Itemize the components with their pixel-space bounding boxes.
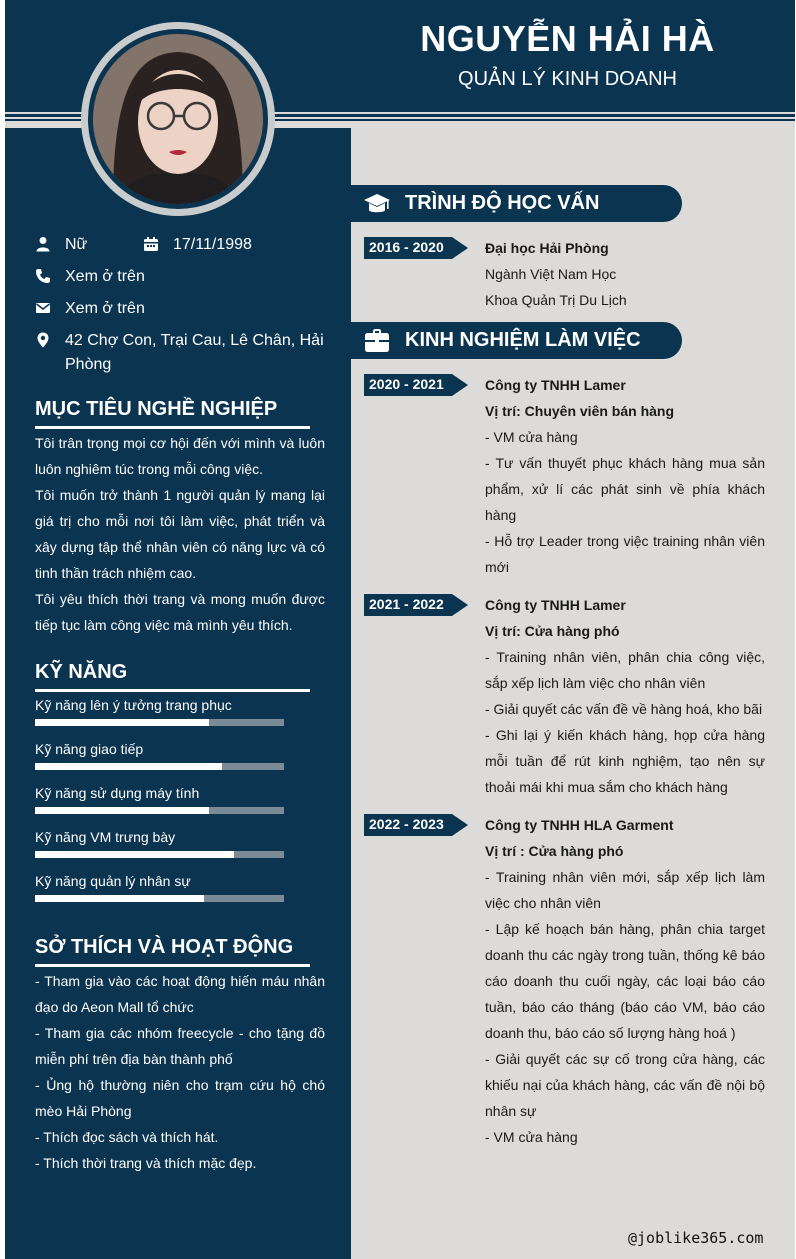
hobby-item: - Tham gia vào các hoạt động hiến máu nhân đạo do Aeon Mall tổ chức bbox=[35, 973, 325, 1015]
job-years: 2021 - 2022 bbox=[369, 596, 444, 612]
skill-label: Kỹ năng quản lý nhân sự bbox=[35, 873, 191, 889]
address-value: 42 Chợ Con, Trại Cau, Lê Chân, Hải Phòng bbox=[65, 332, 324, 373]
objective-paragraph: Tôi muốn trở thành 1 người quản lý mang lại giá trị cho mỗi nơi tôi làm việc, phát triển và xây dựng tập thể nhân viên có năng lực và có tinh thần trách nhiệm cao. bbox=[35, 487, 325, 581]
skill-label: Kỹ năng VM trưng bày bbox=[35, 829, 176, 845]
job-duty: - VM cửa hàng bbox=[485, 1129, 578, 1145]
education-major: Ngành Việt Nam Học bbox=[485, 266, 617, 282]
person-icon bbox=[35, 236, 51, 252]
job-position: Vị trí: Cửa hàng phó bbox=[485, 623, 620, 639]
job-company: Công ty TNHH HLA Garment bbox=[485, 817, 674, 833]
hobbies-list bbox=[35, 968, 325, 1176]
hobby-item: - Ủng hộ thường niên cho trạm cứu hộ chó mèo Hải Phòng bbox=[35, 1077, 325, 1119]
job-position: Vị trí: Chuyên viên bán hàng bbox=[485, 403, 675, 419]
school-name: Đại học Hải Phòng bbox=[485, 240, 609, 256]
hobby-item: - Thích thời trang và thích mặc đẹp. bbox=[35, 1155, 257, 1171]
skill-bar bbox=[35, 807, 284, 814]
skill-bar bbox=[35, 895, 284, 902]
watermark: @joblike365.com bbox=[628, 1229, 764, 1247]
phone-value: Xem ở trên bbox=[65, 268, 145, 285]
objective-text bbox=[35, 430, 325, 638]
year-tag-label-wrap bbox=[364, 594, 468, 616]
job-duty: - Giải quyết các sự cố trong cửa hàng, các khiếu nại của khách hàng, các vấn đề nội bộ nhân sự bbox=[485, 1051, 765, 1119]
experience-title: KINH NGHIỆM LÀM VIỆC bbox=[405, 329, 641, 351]
briefcase-icon bbox=[363, 327, 391, 355]
phone-icon bbox=[35, 268, 51, 284]
job-company: Công ty TNHH Lamer bbox=[485, 377, 626, 393]
avatar bbox=[93, 34, 263, 204]
email-value: Xem ở trên bbox=[65, 300, 145, 317]
skill-label: Kỹ năng lên ý tưởng trang phục bbox=[35, 697, 232, 713]
cv-page bbox=[5, 0, 795, 1259]
job-duty: - Hỗ trợ Leader trong việc training nhân viên mới bbox=[485, 533, 765, 575]
objective-paragraph: Tôi trân trọng mọi cơ hội đến với mình và luôn luôn nghiêm túc trong mỗi công việc. bbox=[35, 435, 325, 477]
skills-title: KỸ NĂNG bbox=[35, 661, 128, 683]
job-company: Công ty TNHH Lamer bbox=[485, 597, 626, 613]
portrait-photo bbox=[93, 34, 263, 204]
job-years: 2020 - 2021 bbox=[369, 376, 444, 392]
hobby-item: - Thích đọc sách và thích hát. bbox=[35, 1129, 219, 1145]
skill-bar-fill bbox=[35, 851, 234, 858]
skill-label: Kỹ năng giao tiếp bbox=[35, 741, 144, 757]
year-tag-label-wrap bbox=[364, 374, 468, 396]
skills-underline bbox=[35, 689, 310, 692]
hobby-item: - Tham gia các nhóm freecycle - cho tặng đồ miễn phí trên địa bàn thành phố bbox=[35, 1025, 325, 1067]
job-duty: - Giải quyết các vấn đề về hàng hoá, kho bãi bbox=[485, 701, 763, 717]
skill-bar bbox=[35, 719, 284, 726]
candidate-title: QUẢN LÝ KINH DOANH bbox=[458, 68, 677, 90]
education-header bbox=[351, 185, 682, 222]
email-icon bbox=[35, 300, 51, 316]
job-duty: - Ghi lại ý kiến khách hàng, họp cửa hàng mỗi tuần để rút kinh nghiệm, tạo nên sự thoải mái khi mua sắm cho khách hàng bbox=[485, 727, 765, 795]
job-duty: - Tư vấn thuyết phục khách hàng mua sản phẩm, xử lí các phát sinh về phía khách hàng bbox=[485, 455, 765, 523]
skill-bar-fill bbox=[35, 895, 204, 902]
job-duty: - Training nhân viên, phân chia công việc, sắp xếp lịch làm việc cho nhân viên bbox=[485, 649, 765, 691]
skill-bar bbox=[35, 763, 284, 770]
skill-bar-fill bbox=[35, 763, 222, 770]
experience-header bbox=[351, 322, 682, 359]
birthday-value: 17/11/1998 bbox=[173, 236, 252, 253]
job-entry bbox=[485, 592, 765, 800]
hobbies-title: SỞ THÍCH VÀ HOẠT ĐỘNG bbox=[35, 936, 294, 958]
year-tag-label-wrap bbox=[364, 814, 468, 836]
job-duty: - Training nhân viên mới, sắp xếp lịch làm việc cho nhân viên bbox=[485, 869, 765, 911]
education-years: 2016 - 2020 bbox=[369, 239, 444, 255]
objective-paragraph: Tôi yêu thích thời trang và mong muốn được tiếp tục làm công việc mà mình yêu thích. bbox=[35, 591, 325, 633]
education-title: TRÌNH ĐỘ HỌC VẤN bbox=[405, 192, 600, 214]
job-duty: - VM cửa hàng bbox=[485, 429, 578, 445]
job-years: 2022 - 2023 bbox=[369, 816, 444, 832]
education-details bbox=[485, 235, 765, 313]
job-position: Vị trí : Cửa hàng phó bbox=[485, 843, 624, 859]
skill-label: Kỹ năng sử dụng máy tính bbox=[35, 785, 200, 801]
skill-bar-fill bbox=[35, 719, 209, 726]
education-faculty: Khoa Quản Trị Du Lịch bbox=[485, 292, 627, 308]
skill-bar-fill bbox=[35, 807, 209, 814]
graduation-cap-icon bbox=[363, 190, 391, 218]
job-entry bbox=[485, 372, 765, 580]
job-duty: - Lập kế hoạch bán hàng, phân chia target doanh thu các ngày trong tuần, thống kê báo cáo doanh thu cuối ngày, các loại báo cáo tuần, báo cáo tháng (báo cáo VM, báo cáo doanh thu, báo cáo số lượng hàng hoá ) bbox=[485, 921, 765, 1041]
objective-underline bbox=[35, 426, 310, 429]
objective-title: MỤC TIÊU NGHỀ NGHIỆP bbox=[35, 398, 278, 420]
location-pin-icon bbox=[35, 332, 51, 348]
candidate-name: NGUYỄN HẢI HÀ bbox=[420, 18, 715, 59]
skill-bar bbox=[35, 851, 284, 858]
year-tag-label-wrap bbox=[364, 237, 468, 259]
calendar-icon bbox=[143, 236, 159, 252]
job-entry bbox=[485, 812, 765, 1150]
hobbies-underline bbox=[35, 964, 310, 967]
gender-value: Nữ bbox=[65, 236, 88, 253]
